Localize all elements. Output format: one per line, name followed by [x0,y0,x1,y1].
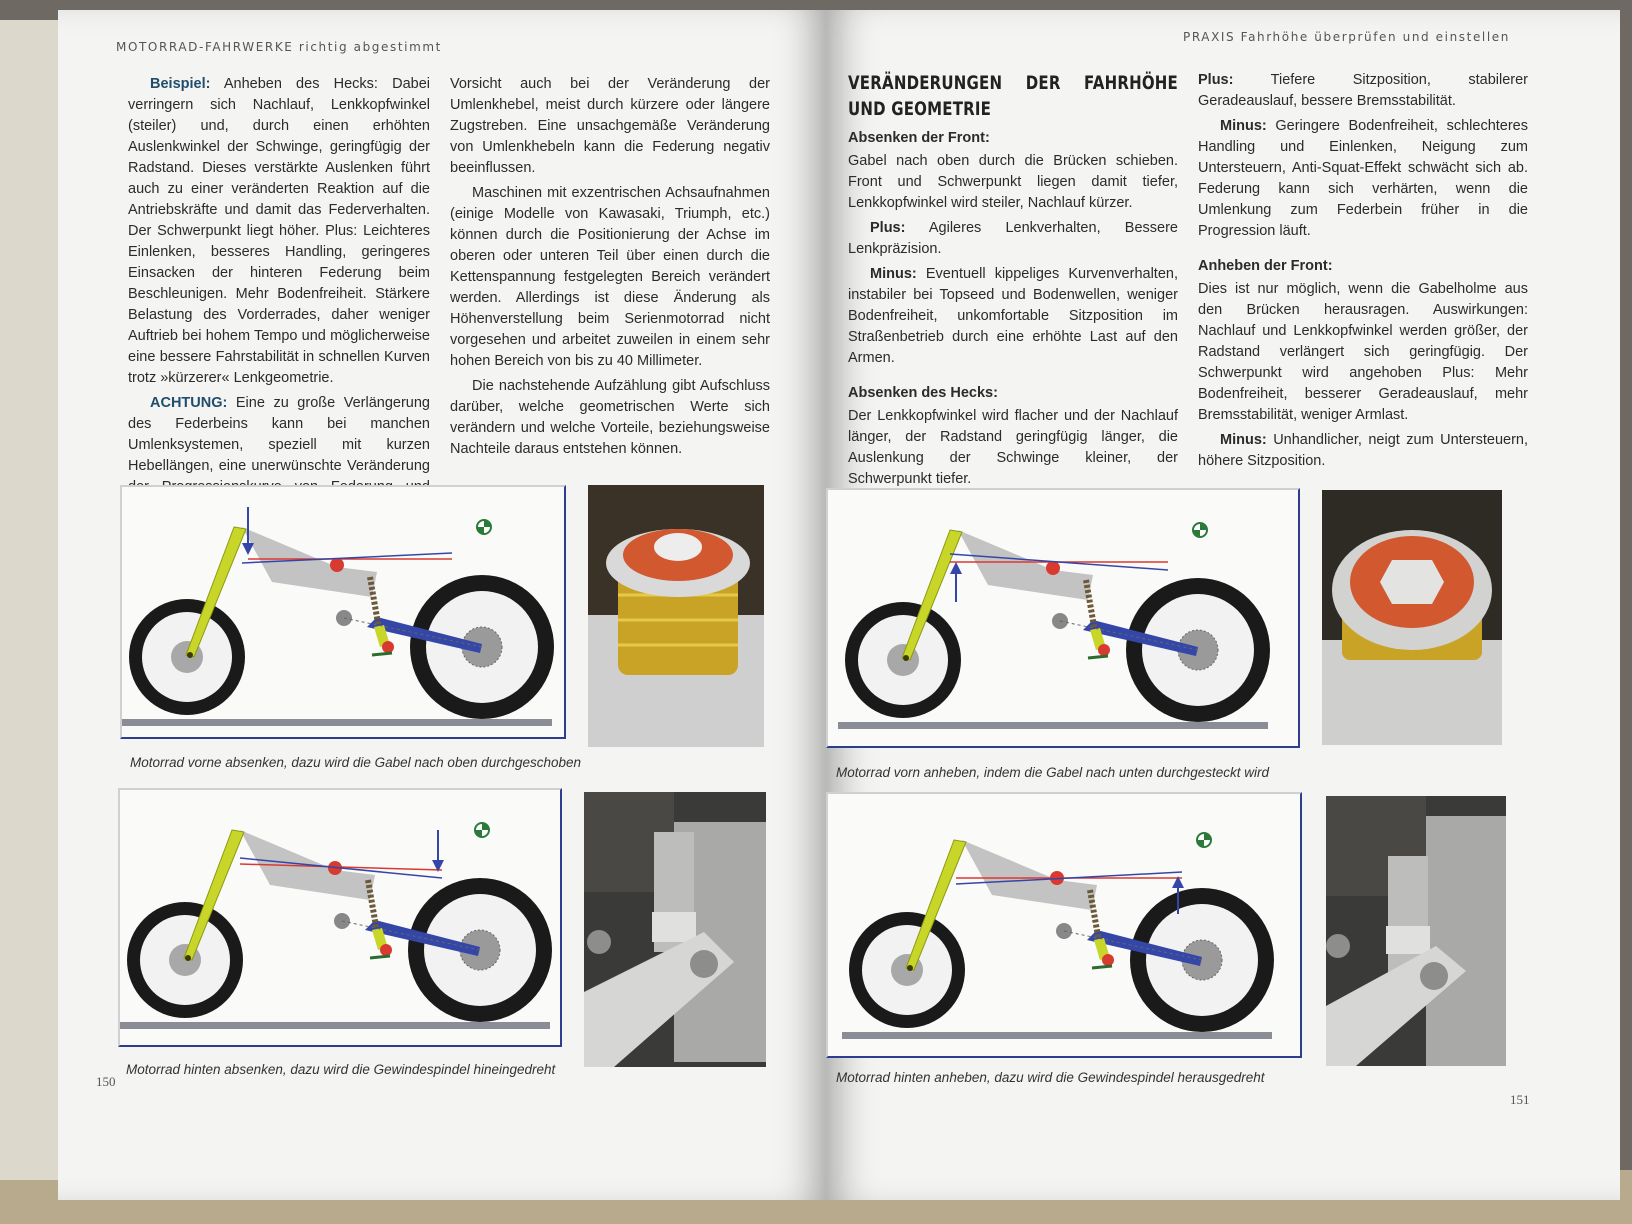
photo-shock-rear [584,792,766,1067]
left-page [58,10,826,1200]
left-column-1 [128,74,430,523]
motorcycle-diagram-2 [120,790,560,1045]
right-page [826,10,1620,1200]
running-head-right: PRAXIS Fahrhöhe überprüfen und einstellen [1182,30,1510,44]
section-title: VERÄNDERUNGEN DER FAHRHÖHE UND GEOMETRIE [848,71,1178,120]
left-column-2 [450,74,770,464]
paragraph-linkage: Vorsicht auch bei der Veränderung der Umlenkhebel, meist durch kürzere oder längere Zugstreben. Eine unsachgemäße Veränderung von Umlenkhebeln kann die Federung negativ beeinflussen. [450,76,770,176]
running-head-left: MOTORRAD-FAHRWERKE richtig abgestimmt [116,40,442,54]
diagram-rear-lower [118,788,562,1047]
right-column-2 [1198,70,1528,476]
page-number-left: 150 [96,1074,116,1089]
caution-text: Eine zu große Verlängerung des Federbeins kann bei manchen Umlenksystemen, speziell mit kurzen Hebellängen, eine unerwünschte Veränderung [128,395,430,474]
plus-text-1: Agileres Lenkverhalten, Bessere Lenkpräzision. [848,220,1178,257]
motorcycle-diagram-4 [828,794,1300,1056]
photo-fork-raised [1322,490,1502,745]
heading-lower-rear: Absenken des Hecks: [848,385,998,401]
heading-lower-front: Absenken der Front: [848,130,990,146]
example-text: Anheben des Hecks: Dabei verringern sich Nachlauf, Lenkkopfwinkel (steiler) und, durch einen erhöhten Auslenkwinkel der Schwinge, geringfügig der Radstand. Dieses verstärkte Auslenken führt auch zu einer veränderten Reaktion auf die Antriebskräfte und damit das Federverhalten. Der Schwerpunkt liegt höher. Plus: Leichteres Einlenken, besseres Handling, geringeres Einsacken der hinteren Federung beim Beschleunigen. Mehr Bodenfreiheit. Stärkere Belastung des Vorderrades, daher weniger Auftrieb bei hohem Tempo und möglicherweise eine bessere Fahrstabilität in schnellen Kurven trotz »kürzerer« Lenkgeometrie. [128,76,430,386]
diagram-rear-raise [826,792,1302,1058]
photo-fork-top [588,485,764,747]
right-column-1 [848,70,1178,494]
minus-text-1: Eventuell kippeliges Kurvenverhalten, instabiler bei Topseed und Bodenwellen, weniger Bodenfreiheit, unkomfortable Sitzposition im Straßenbetrieb durch eine erhöhte Last auf den Armen. [848,266,1178,366]
heading-raise-front: Anheben der Front: [1198,258,1333,274]
diagram-front-raise [826,488,1300,748]
plus-text-2: Tiefere Sitzposition, stabilerer Geradeauslauf, bessere Bremsstabilität. [1198,72,1528,109]
plus-label-2: Plus: [1198,72,1234,88]
shock-photo [584,792,766,1067]
paragraph-eccentric: Maschinen mit exzentrischen Achsaufnahmen (einige Modelle von Kawasaki, Triumph, etc.) können durch die Positionierung der Achse im oberen oder unteren Teil über einen durch die Kettenspannung festgelegten Bereich verändert werden. Allerdings ist diese Änderung als Höhenverstellung beim Serienmotorrad nicht vorgesehen und arbeitet zuweilen in einem sehr hohen Bereich von bis zu 40 Millimeter. [450,185,770,369]
plus-label-1: Plus: [870,220,906,236]
paragraph-lower-rear: Der Lenkkopfwinkel wird flacher und der Nachlauf länger, der Radstand geringfügig länger, die Auslenkung der Schwinge kleiner, der Schwerpunkt tiefer. [848,408,1178,487]
caption-left-top: Motorrad vorne absenken, dazu wird die Gabel nach oben durchgeschoben [130,755,582,770]
minus-label-2: Minus: [1220,118,1267,134]
example-label: Beispiel: [150,76,211,92]
minus-label-3: Minus: [1220,432,1267,448]
diagram-front-lower [120,485,566,739]
paragraph-raise-front: Dies ist nur möglich, wenn die Gabelholme aus den Brücken herausragen. Auswirkungen: Nachlauf und Lenkkopfwinkel werden größer, der Radstand verlängert sich geringfügig. Der Schwerpunkt wird angehoben Plus: Mehr Bodenfreiheit, besserer Geradeauslauf, mehr Bremsstabilität, weniger Armlast. [1198,281,1528,423]
caption-right-bottom: Motorrad hinten anheben, dazu wird die Gewindespindel herausgedreht [836,1070,1265,1085]
motorcycle-diagram-3 [828,490,1298,746]
caption-right-top: Motorrad vorn anheben, indem die Gabel nach unten durchgesteckt wird [836,765,1270,780]
minus-label-1: Minus: [870,266,917,282]
caption-left-bottom: Motorrad hinten absenken, dazu wird die Gewindespindel hineingedreht [126,1062,556,1077]
motorcycle-diagram [122,487,564,737]
photo-shock-raised [1326,796,1506,1066]
paragraph-summary: Die nachstehende Aufzählung gibt Aufschluss darüber, welche geometrischen Werte sich verändern und welche Vorteile, beziehungsweise Nachteile daraus entstehen können. [450,378,770,457]
page-number-right: 151 [1510,1092,1530,1107]
minus-text-2: Geringere Bodenfreiheit, schlechteres Handling und Einlenken, Neigung zum Untersteuern, Anti-Squat-Effekt schwächt sich ab. Federung kann sich verhärten, wenn die Umlenkung zum Federbein früher in die Progression läuft. [1198,118,1528,239]
fork-raised-photo [1322,490,1502,745]
caution-label: ACHTUNG: [150,395,228,411]
minus-text-3: Unhandlicher, neigt zum Untersteuern, höhere Sitzposition. [1198,432,1528,469]
shock-raised-photo [1326,796,1506,1066]
fork-cap-photo [588,485,764,747]
paragraph-lower-front: Gabel nach oben durch die Brücken schieben. Front und Schwerpunkt liegen damit tiefer, Lenkkopfwinkel wird steiler, Nachlauf kürzer. [848,153,1178,211]
